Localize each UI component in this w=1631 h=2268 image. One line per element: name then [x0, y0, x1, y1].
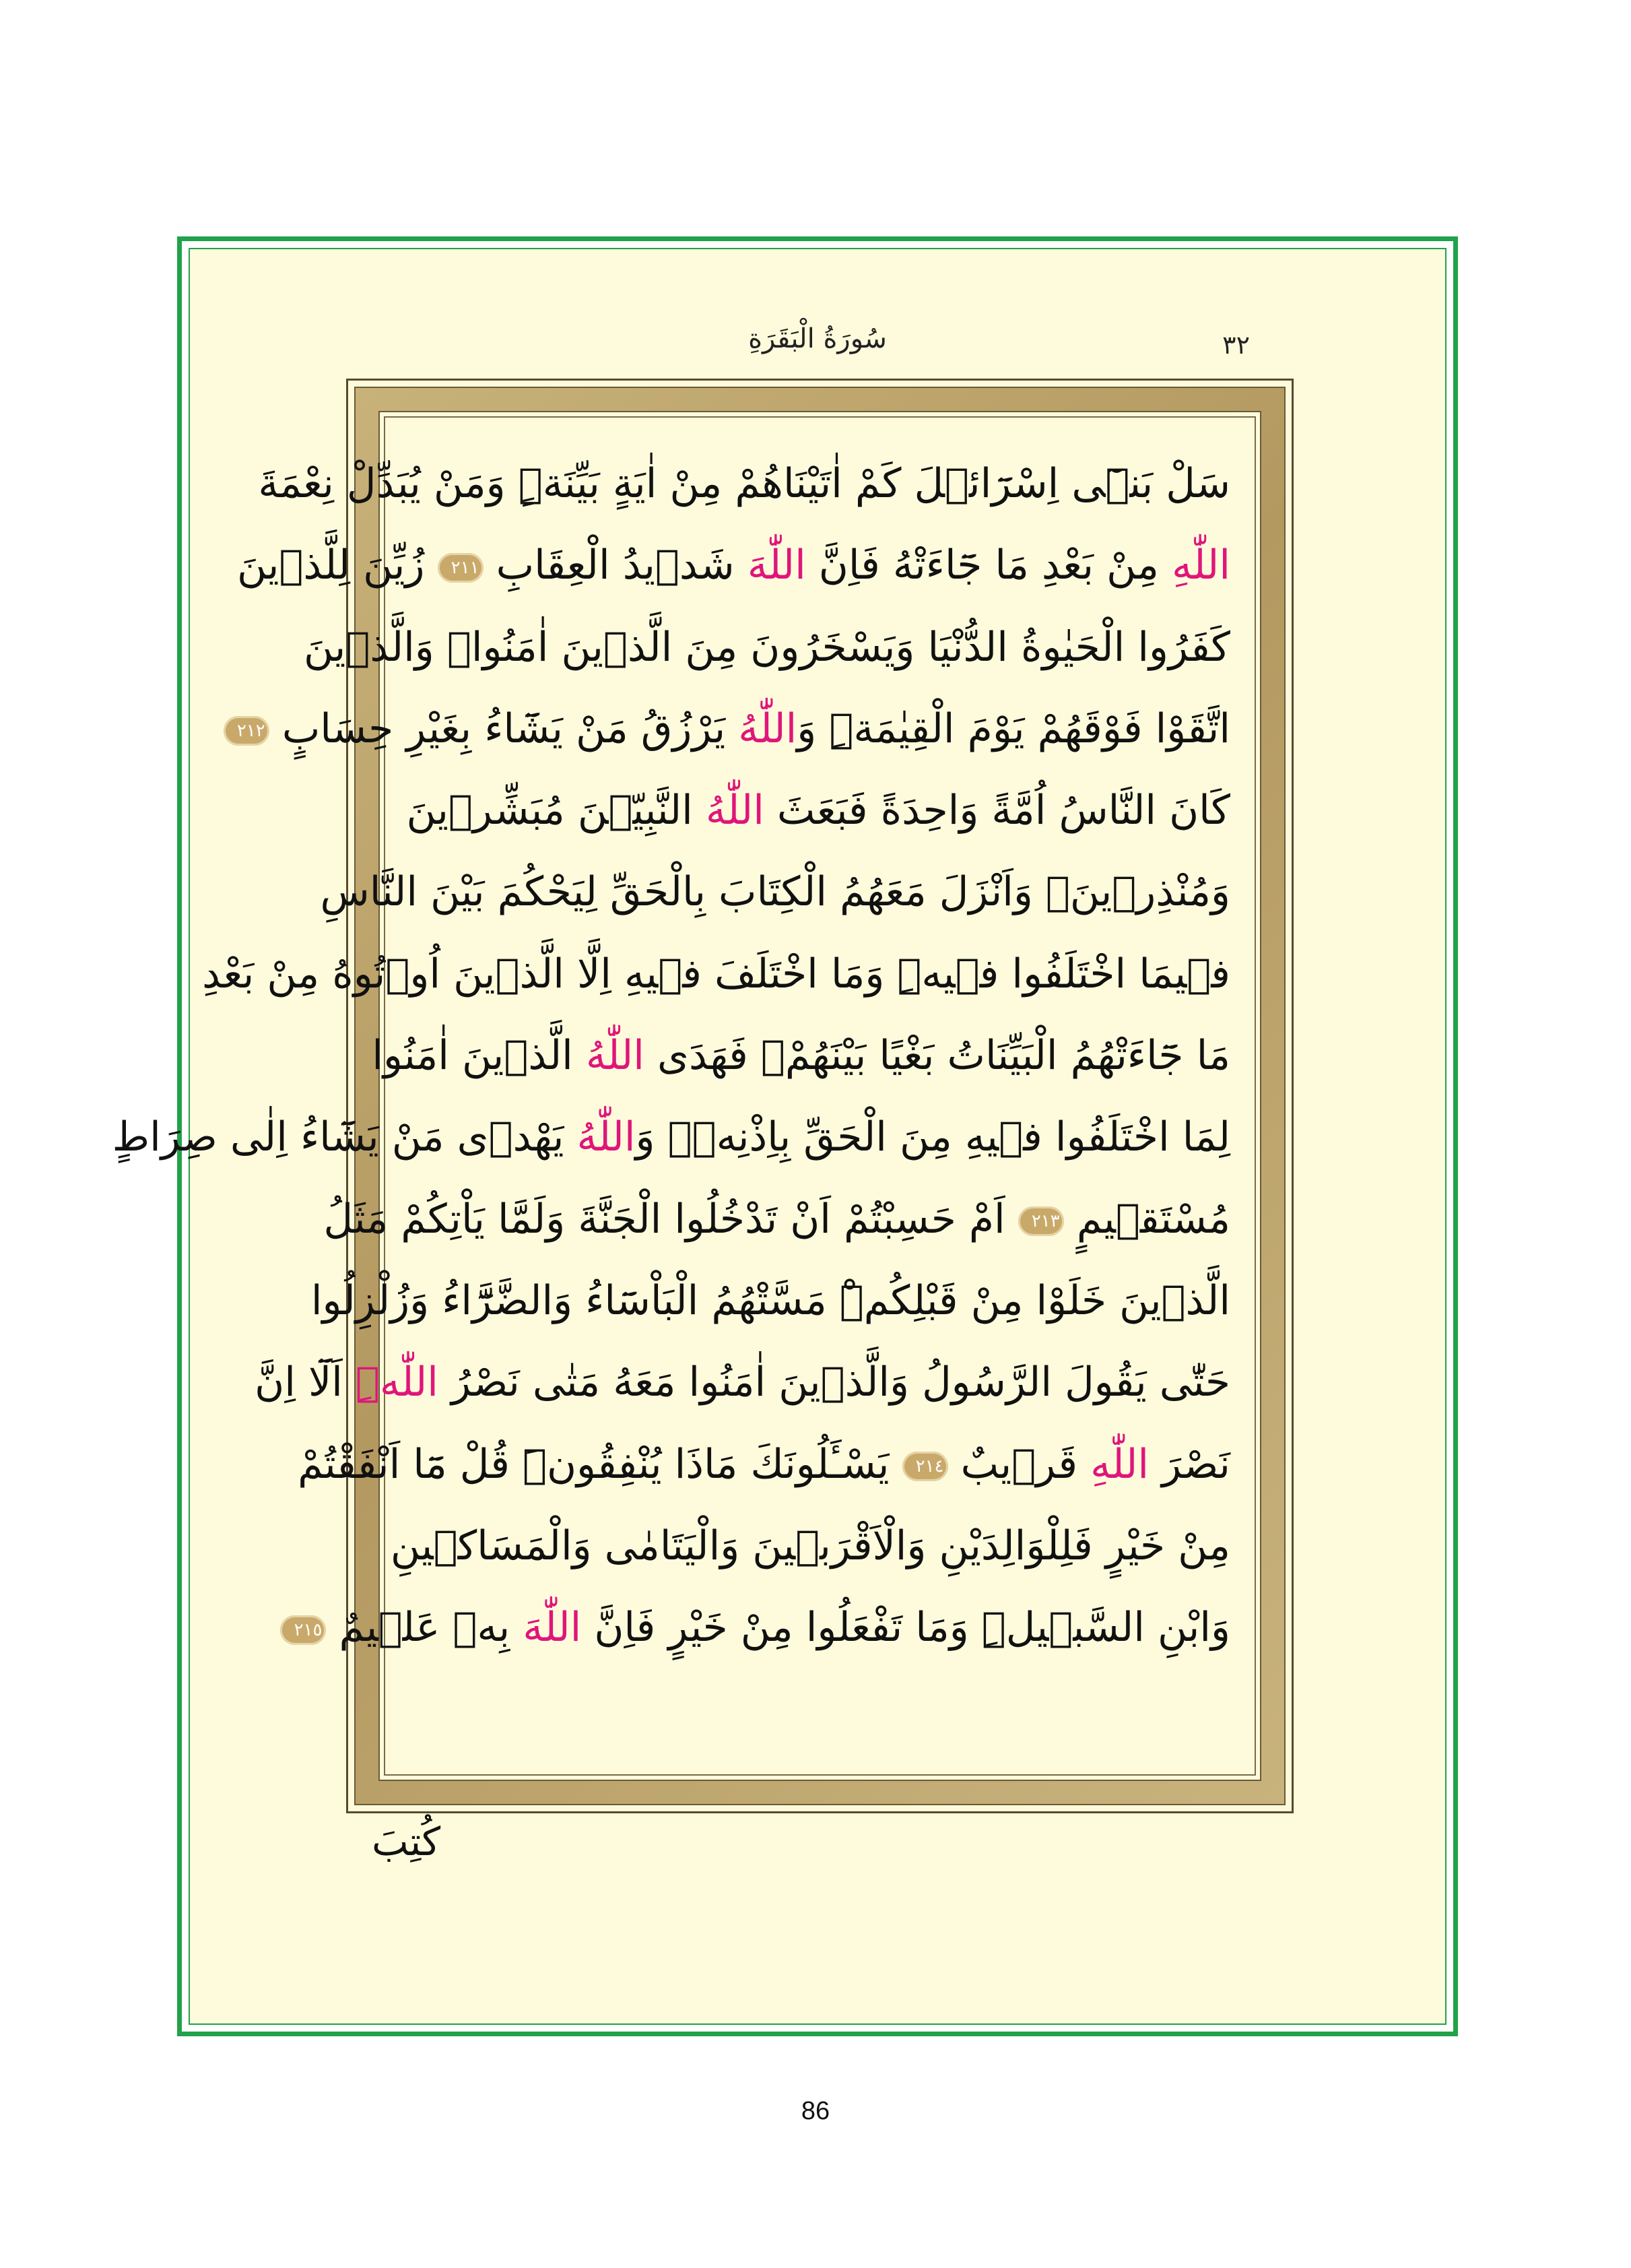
printed-page-number: 86: [801, 2097, 830, 2125]
text-segment: يَهْدٖى مَنْ يَشَٓاءُ اِلٰى صِرَاطٍ: [112, 1113, 577, 1161]
quran-text-body: [112, 416, 1256, 1776]
text-segment: الَّذٖينَ اٰمَنُوا: [372, 1032, 586, 1080]
text-segment: كَانَ النَّاسُ اُمَّةً وَاحِدَةً فَبَعَثَ: [764, 787, 1230, 835]
text-segment: نَصْرَ: [1149, 1440, 1230, 1488]
text-segment: قَرٖيبٌ: [947, 1440, 1091, 1488]
divine-name: اللّٰهَ: [747, 542, 806, 589]
text-line: [237, 525, 1230, 606]
text-segment: النَّبِيّٖنَ مُبَشِّرٖينَ: [406, 787, 706, 835]
arabic-page-number: ٣٢: [1222, 330, 1250, 360]
divine-name: اللّٰهُ: [585, 1032, 644, 1080]
divine-name: اللّٰهِۜ: [355, 1359, 438, 1406]
text-segment: سَلْ بَنٖٓى اِسْرَٓائٖلَ كَمْ اٰتَيْنَاهُمْ مِنْ اٰيَةٍ بَيِّنَةٍۜ وَمَنْ يُبَدِّلْ نِعْمَةَ: [258, 460, 1230, 507]
text-segment: اَلَٓا اِنَّ: [255, 1359, 356, 1406]
text-line: [255, 1342, 1230, 1423]
text-segment: وَابْنِ السَّبٖيلِۜ وَمَا تَفْعَلُوا مِنْ خَيْرٍ فَاِنَّ: [581, 1604, 1230, 1652]
text-frame-inner-border: [112, 411, 1261, 1781]
text-segment: اَمْ حَسِبْتُمْ اَنْ تَدْخُلُوا الْجَنَّةَ وَلَمَّا يَاْتِكُمْ مَثَلُ: [323, 1195, 1018, 1243]
text-segment: فٖيمَا اخْتَلَفُوا فٖيهِۜ وَمَا اخْتَلَفَ فٖيهِ اِلَّا الَّذٖينَ اُو۫تُوهُ مِنْ بَعْدِ: [202, 950, 1230, 998]
text-segment: يَرْزُقُ مَنْ يَشَٓاءُ بِغَيْرِ حِسَابٍ: [269, 705, 739, 752]
text-segment: زُيِّنَ لِلَّذٖينَ: [237, 542, 438, 589]
text-segment: يَسْـَٔلُونَكَ مَاذَا يُنْفِقُونَۜ قُلْ مَٓا اَنْفَقْتُمْ: [298, 1440, 902, 1488]
divine-name: اللّٰهَ: [523, 1604, 582, 1652]
text-segment: شَدٖيدُ الْعِقَابِ: [483, 542, 747, 589]
ayah-number-marker: ٢١٤: [902, 1452, 948, 1481]
text-segment: مِنْ خَيْرٍ فَلِلْوَالِدَيْنِ وَالْاَقْرَبٖينَ وَالْيَتَامٰى وَالْمَسَاكٖينِ: [390, 1522, 1230, 1569]
divine-name: اللّٰهِ: [1090, 1440, 1150, 1488]
ayah-number-marker: ٢١١: [438, 553, 484, 583]
divine-name: اللّٰهِ: [1172, 542, 1230, 589]
text-segment: كَفَرُوا الْحَيٰوةُ الدُّنْيَا وَيَسْخَرُونَ مِنَ الَّذٖينَ اٰمَنُواۢ وَالَّذٖينَ: [303, 623, 1230, 671]
text-frame: [112, 379, 1294, 1813]
text-line: [303, 607, 1230, 688]
ayah-number-marker: ٢١٢: [224, 716, 269, 746]
text-line: [112, 1097, 1230, 1178]
text-line: [294, 1587, 1230, 1668]
text-line: [372, 1015, 1230, 1097]
mushaf-page: [112, 248, 1446, 2025]
text-line: [202, 934, 1230, 1015]
text-frame-gold-border: [112, 387, 1286, 1805]
text-segment: مِنْ بَعْدِ مَا جَٓاءَتْهُ فَاِنَّ: [805, 542, 1172, 589]
divine-name: اللّٰهُ: [576, 1113, 636, 1161]
text-segment: الَّذٖينَ خَلَوْا مِنْ قَبْلِكُمْۜ مَسَّتْهُمُ الْبَاْسَٓاءُ وَالضَّرَّٓاءُ وَزُلْزِلُوا: [310, 1276, 1230, 1324]
text-segment: مُسْتَقٖيمٍ: [1063, 1195, 1230, 1243]
page-header: [190, 323, 1445, 377]
text-line: [298, 1424, 1230, 1505]
text-line: [320, 851, 1230, 933]
ayah-number-marker: ٢١٥: [280, 1615, 326, 1645]
text-segment: بِهٖ عَلٖيمٌ: [326, 1604, 523, 1652]
text-line: [406, 770, 1230, 851]
catchword: كُتِبَ: [372, 1819, 441, 1865]
text-line: [258, 443, 1230, 525]
ayah-number-marker: ٢١٣: [1018, 1206, 1064, 1236]
divine-name: اللّٰهُ: [705, 787, 764, 835]
page-frame-green: [112, 236, 1458, 2036]
text-segment: مَا جَٓاءَتْهُمُ الْبَيِّنَاتُ بَغْيًا بَيْنَهُمْۚ فَهَدَى: [644, 1032, 1230, 1080]
text-line: [310, 1260, 1230, 1342]
text-segment: اتَّقَوْا فَوْقَهُمْ يَوْمَ الْقِيٰمَةِۜ وَ: [797, 705, 1230, 752]
text-line: [323, 1179, 1230, 1260]
text-line: [236, 688, 1230, 770]
text-segment: لِمَا اخْتَلَفُوا فٖيهِ مِنَ الْحَقِّ بِاِذْنِهٖۜ وَ: [635, 1113, 1230, 1161]
text-line: [390, 1505, 1230, 1587]
text-segment: حَتّٰى يَقُولَ الرَّسُولُ وَالَّذٖينَ اٰمَنُوا مَعَهُ مَتٰى نَصْرُ: [438, 1359, 1230, 1406]
surah-title: سُورَةُ الْبَقَرَةِ: [748, 323, 887, 354]
divine-name: اللّٰهُ: [738, 705, 797, 752]
text-segment: وَمُنْذِرٖينَۖ وَاَنْزَلَ مَعَهُمُ الْكِتَابَ بِالْحَقِّ لِيَحْكُمَ بَيْنَ النَّاسِ: [320, 868, 1230, 916]
